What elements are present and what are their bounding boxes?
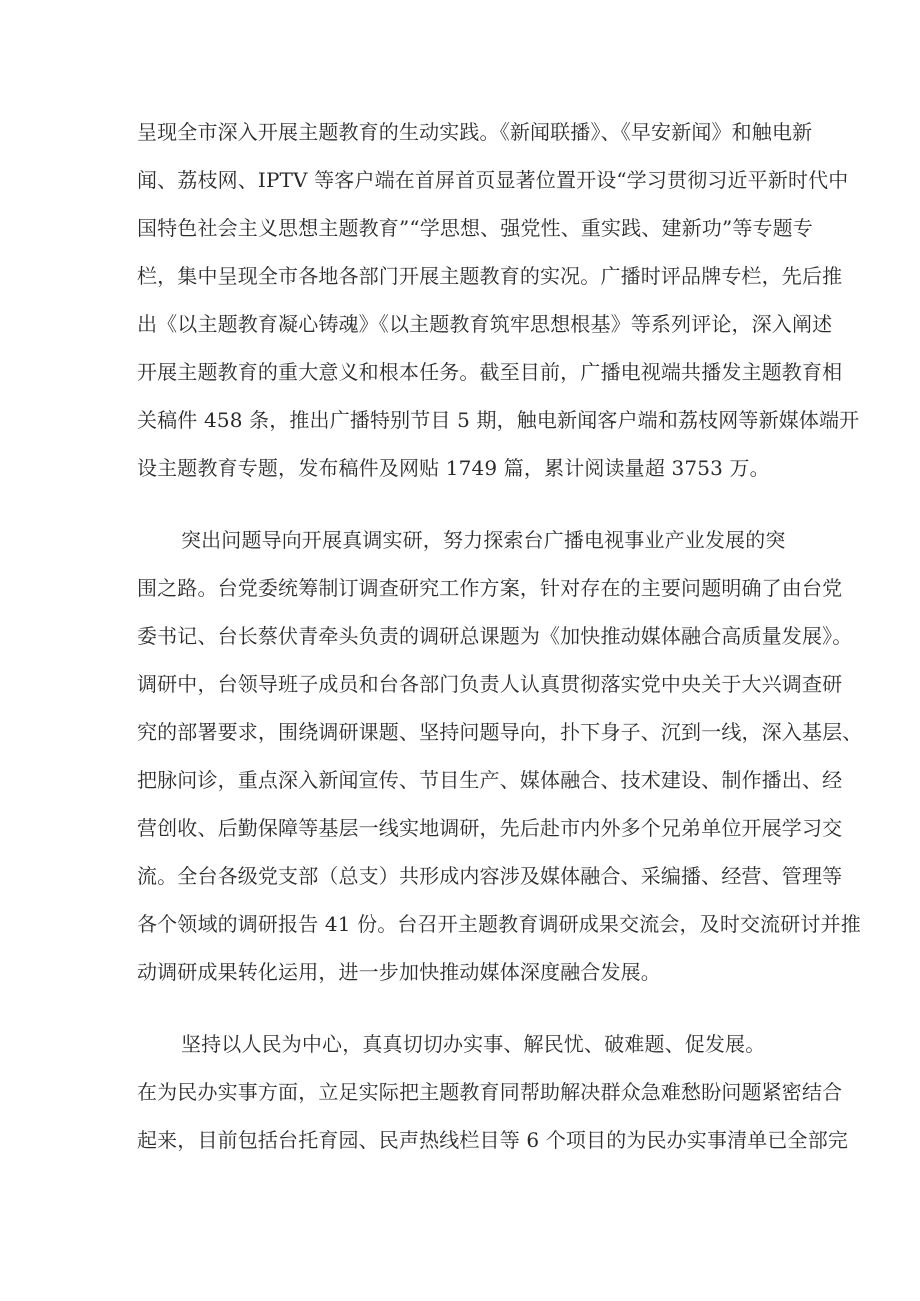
paragraph-2-line-10: 动调研成果转化运用，进一步加快推动媒体深度融合发展。 — [137, 960, 661, 984]
paragraph-1-line-2: 闻、荔枝网、IPTV 等客户端在首屏首页显著位置开设“学习贯彻习近平新时代中 — [137, 168, 849, 192]
paragraph-2-line-7: 营创收、后勤保障等基层一线实地调研，先后赴市内外多个兄弟单位开展学习交 — [137, 816, 843, 840]
paragraph-1-line-3: 国特色社会主义思想主题教育”“学思想、强党性、重实践、建新功”等专题专 — [137, 216, 813, 240]
paragraph-1-line-1: 呈现全市深入开展主题教育的生动实践。《新闻联播》、《早安新闻》和触电新 — [137, 120, 813, 144]
paragraph-3-line-1: 坚持以人民为中心，真真切切办实事、解民忧、破难题、促发展。 — [181, 1032, 766, 1056]
paragraph-1-line-8: 设主题教育专题，发布稿件及网贴 1749 篇，累计阅读量超 3753 万。 — [137, 456, 770, 480]
paragraph-1-line-6: 开展主题教育的重大意义和根本任务。截至目前，广播电视端共播发主题教育相 — [137, 360, 843, 384]
paragraph-1-line-4: 栏，集中呈现全市各地各部门开展主题教育的实况。广播时评品牌专栏，先后推 — [137, 264, 843, 288]
paragraph-3-line-3: 起来，目前包括台托育园、民声热线栏目等 6 个项目的为民办实事清单已全部完 — [137, 1128, 848, 1152]
paragraph-3-line-2: 在为民办实事方面，立足实际把主题教育同帮助解决群众急难愁盼问题紧密结合 — [137, 1080, 843, 1104]
paragraph-1-line-5: 出《以主题教育凝心铸魂》《以主题教育筑牢思想根基》等系列评论，深入阐述 — [137, 312, 833, 336]
paragraph-2-line-3: 委书记、台长蔡伏青牵头负责的调研总课题为《加快推动媒体融合高质量发展》。 — [137, 624, 853, 648]
paragraph-2-line-8: 流。全台各级党支部（总支）共形成内容涉及媒体融合、采编播、经营、管理等 — [137, 864, 843, 888]
paragraph-2-line-9: 各个领域的调研报告 41 份。台召开主题教育调研成果交流会，及时交流研讨并推 — [137, 912, 861, 936]
paragraph-2-line-6: 把脉问诊，重点深入新闻宣传、节目生产、媒体融合、技术建设、制作播出、经 — [137, 768, 843, 792]
paragraph-2-line-4: 调研中，台领导班子成员和台各部门负责人认真贯彻落实党中央关于大兴调查研 — [137, 672, 843, 696]
paragraph-2-line-2: 围之路。台党委统筹制订调查研究工作方案，针对存在的主要问题明确了由台党 — [137, 576, 843, 600]
paragraph-2-line-5: 究的部署要求，围绕调研课题、坚持问题导向，扑下身子、沉到一线，深入基层、 — [137, 720, 863, 744]
paragraph-2-line-1: 突出问题导向开展真调实研，努力探索台广播电视事业产业发展的突 — [181, 528, 786, 552]
paragraph-1-line-7: 关稿件 458 条，推出广播特别节目 5 期，触电新闻客户端和荔枝网等新媒体端开 — [137, 408, 860, 432]
